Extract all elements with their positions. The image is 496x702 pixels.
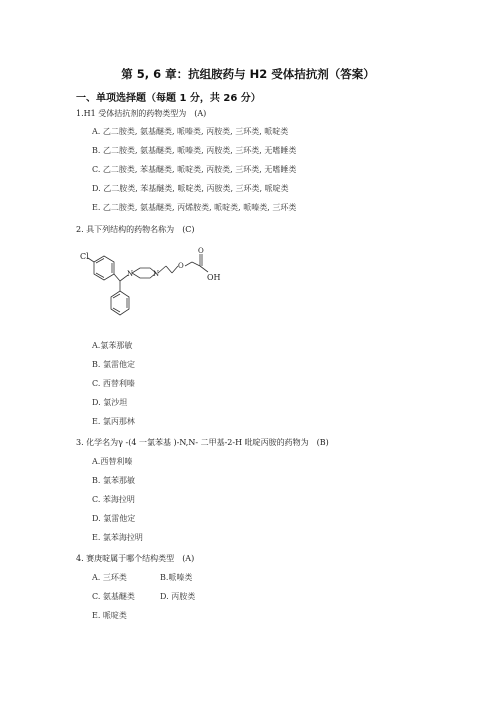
atom-n-1: N xyxy=(127,270,134,278)
q4-option-a: A. 三环类 xyxy=(92,573,127,582)
question-3-stem: 3. 化学名为γ -(4 一氯苯基 )-N,N- 二甲基-2-H 吡啶丙胺的药物为 xyxy=(76,438,309,447)
q3-option-a: A.西替利嗪 xyxy=(92,457,133,466)
q4-option-e: E. 哌啶类 xyxy=(92,611,127,620)
q2-option-e: E. 氯丙那林 xyxy=(92,417,135,426)
q3-option-d: D. 氯雷他定 xyxy=(92,514,136,523)
q4-option-b: B.哌嗪类 xyxy=(160,573,193,582)
question-2-answer: (C) xyxy=(182,225,195,234)
q4-option-d: D. 丙胺类 xyxy=(160,592,196,601)
atom-o-carbonyl: O xyxy=(198,247,204,255)
q4-option-c: C. 氨基醚类 xyxy=(92,592,135,601)
question-3 xyxy=(76,437,329,448)
question-1 xyxy=(76,108,206,119)
q1-option-b: B. 乙二胺类, 氨基醚类, 哌嗪类, 丙胺类, 三环类, 无嗜睡类 xyxy=(92,146,297,155)
section-heading: 一、单项选择题（每题 1 分，共 26 分） xyxy=(76,93,261,104)
question-1-stem: 1.H1 受体拮抗剂的药物类型为 xyxy=(76,109,187,118)
q1-option-d: D. 乙二胺类, 苯基醚类, 哌啶类, 丙胺类, 三环类, 哌啶类 xyxy=(92,184,289,193)
q1-option-e: E. 乙二胺类, 氨基醚类, 丙烯胺类, 哌啶类, 哌嗪类, 三环类 xyxy=(92,203,297,212)
q2-option-b: B. 氯雷他定 xyxy=(92,360,135,369)
atom-oh: OH xyxy=(207,273,221,282)
q2-option-d: D. 氯沙坦 xyxy=(92,398,128,407)
question-4-stem: 4. 赛庚啶属于哪个结构类型 xyxy=(76,554,175,563)
question-4-answer: (A) xyxy=(182,554,195,563)
atom-cl: Cl xyxy=(80,252,89,261)
chemical-structure xyxy=(74,246,244,330)
q2-option-a: A.氯苯那敏 xyxy=(92,341,133,350)
question-2 xyxy=(76,224,195,235)
q3-option-b: B. 氯苯那敏 xyxy=(92,476,135,485)
phenyl-ring xyxy=(111,291,129,315)
q3-option-c: C. 苯海拉明 xyxy=(92,495,135,504)
question-1-answer: (A) xyxy=(194,109,207,118)
q1-option-c: C. 乙二胺类, 苯基醚类, 哌啶类, 丙胺类, 三环类, 无嗜睡类 xyxy=(92,165,297,174)
q2-option-c: C. 西替利嗪 xyxy=(92,379,135,388)
question-2-stem: 2. 具下列结构的药物名称为 xyxy=(76,225,175,234)
question-3-answer: (B) xyxy=(316,438,329,447)
q1-option-a: A. 乙二胺类, 氨基醚类, 哌嗪类, 丙胺类, 三环类, 哌啶类 xyxy=(92,127,289,136)
page-title: 第 5, 6 章：抗组胺药与 H2 受体拮抗剂（答案） xyxy=(121,67,375,81)
question-4 xyxy=(76,553,194,564)
atom-o-ether: O xyxy=(178,262,184,270)
q3-option-e: E. 氯苯海拉明 xyxy=(92,533,143,542)
chlorophenyl-ring xyxy=(94,256,114,280)
atom-n-2: N xyxy=(153,270,160,278)
